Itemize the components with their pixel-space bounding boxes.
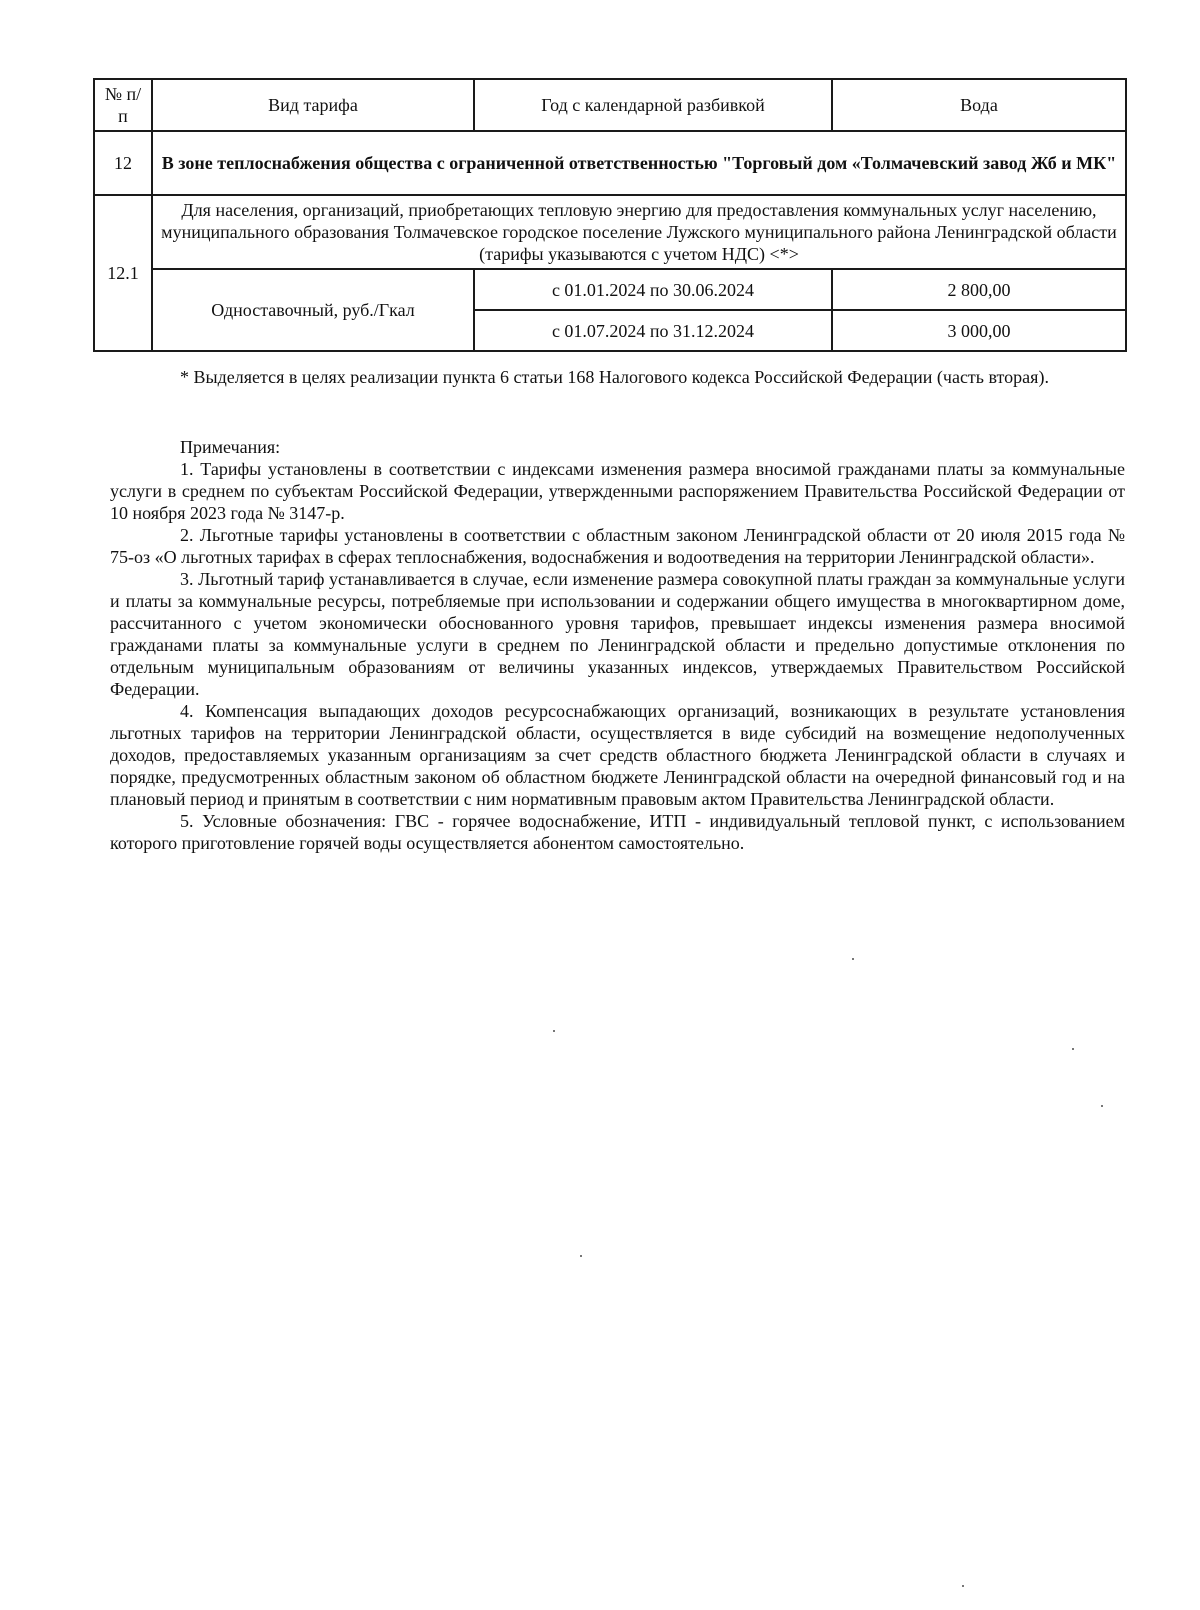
scan-speck [962, 1585, 964, 1587]
note-item: 2. Льготные тарифы установлены в соответствии с областным законом Ленинградской области от 20 июля 2015 года № 75-оз «О льготных тарифах в сферах теплоснабжения, водоснабжения и водоотведения на территории Ленинградской области». [110, 525, 1125, 567]
header-num: № п/п [94, 79, 152, 131]
table-row [94, 269, 1126, 310]
scan-speck [1072, 1048, 1074, 1050]
rate-value: 2 800,00 [832, 269, 1126, 310]
zone-num: 12 [94, 131, 152, 195]
note-item: 5. Условные обозначения: ГВС - горячее водоснабжение, ИТП - индивидуальный тепловой пункт, с использованием которого приготовление горячей воды осуществляется абонентом самостоятельно. [110, 811, 1125, 853]
note-item: 4. Компенсация выпадающих доходов ресурсоснабжающих организаций, возникающих в результате установления льготных тарифов на территории Ленинградской области, осуществляется в виде субсидий на возмещение недополученных доходов, предоставляемых указанным организациям за счет средств областного бюджета Ленинградской области в случаях и порядке, предусмотренных областным законом об областном бюджете Ленинградской области на очередной финансовый год и на плановый период и принятым в соответствии с ним нормативным правовым актом Правительства Ленинградской области. [110, 701, 1125, 809]
scan-speck [1101, 1105, 1103, 1107]
consumer-row [94, 195, 1126, 269]
rate-period: с 01.01.2024 по 30.06.2024 [474, 269, 832, 310]
header-tariff-type: Вид тарифа [152, 79, 474, 131]
tariff-table [93, 78, 1127, 352]
note-item: 1. Тарифы установлены в соответствии с индексами изменения размера вносимой гражданами платы за коммунальные услуги в среднем по субъектам Российской Федерации, утвержденными распоряжением Правительства Российской Федерации от 10 ноября 2023 года № 3147-р. [110, 459, 1125, 523]
zone-row [94, 131, 1126, 195]
scan-speck [852, 958, 854, 960]
header-period: Год с календарной разбивкой [474, 79, 832, 131]
scan-speck [580, 1255, 582, 1257]
consumer-description: Для населения, организаций, приобретающих тепловую энергию для предоставления коммунальных услуг населению, муниципального образования Толмачевское городское поселение Лужского муниципального района Ленинградской области (тарифы указываются с учетом НДС) <*> [152, 195, 1126, 269]
consumer-num: 12.1 [94, 195, 152, 351]
note-item: 3. Льготный тариф устанавливается в случае, если изменение размера совокупной платы граждан за коммунальные услуги и платы за коммунальные ресурсы, потребляемые при использовании и содержании общего имущества в многоквартирном доме, рассчитанного с учетом экономически обоснованного уровня тарифов, превышает индексы изменения размера вносимой гражданами платы за коммунальные услуги в среднем по Ленинградской области и предельно допустимые отклонения по отдельным муниципальным образованиям от величины указанных индексов, утверждаемых Правительством Российской Федерации. [110, 569, 1125, 699]
rate-type: Одноставочный, руб./Гкал [152, 269, 474, 351]
rate-value: 3 000,00 [832, 310, 1126, 351]
notes-section [110, 436, 1125, 854]
vat-footnote: * Выделяется в целях реализации пункта 6 статьи 168 Налогового кодекса Российской Федерации (часть вторая). [180, 367, 1049, 387]
zone-title: В зоне теплоснабжения общества с ограниченной ответственностью "Торговый дом «Толмачевский завод Жб и МК" [152, 131, 1126, 195]
rate-period: с 01.07.2024 по 31.12.2024 [474, 310, 832, 351]
table-header-row [94, 79, 1126, 131]
scan-speck [553, 1030, 555, 1032]
notes-title: Примечания: [180, 437, 281, 457]
header-water: Вода [832, 79, 1126, 131]
